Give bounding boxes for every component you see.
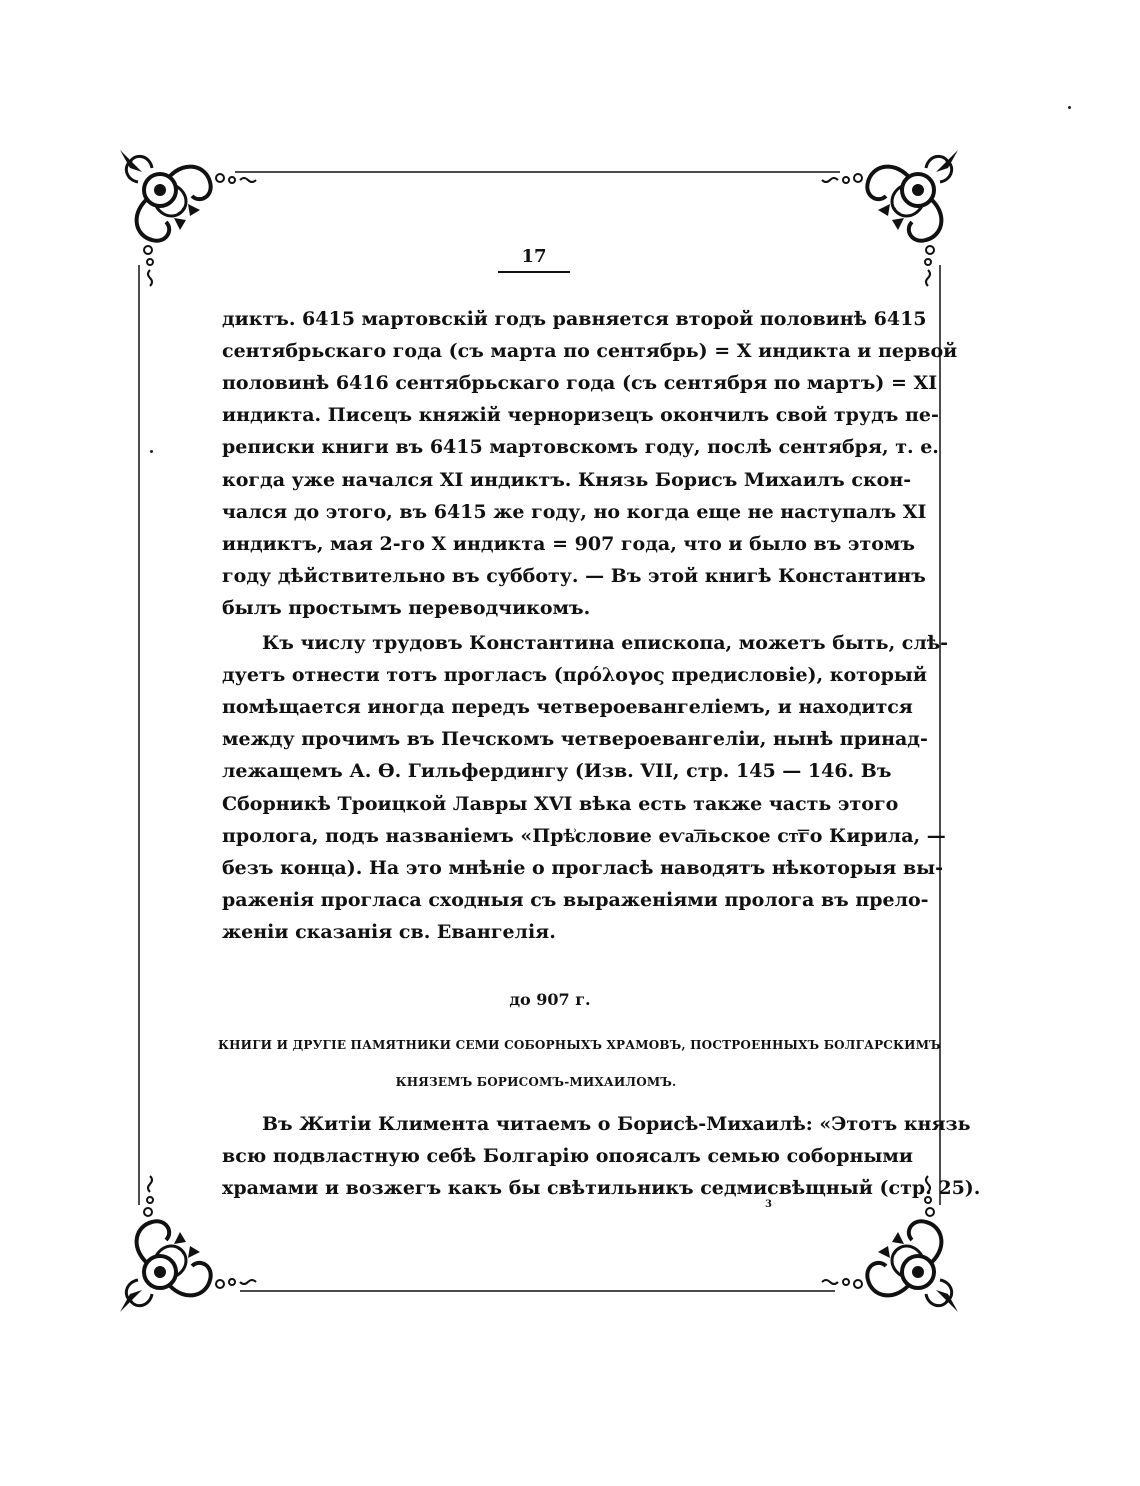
text-line: Къ числу трудовъ Константина епископа, можетъ быть, слѣ- [262,632,949,654]
text-line: индикта. Писецъ княжій черноризецъ окончилъ свой трудъ пе- [222,404,939,427]
text-line: индиктъ, мая 2-го X индикта = 907 года, что и было въ этомъ [222,532,915,555]
text-line: половинѣ 6416 сентябрьскаго года (съ сентября по мартъ) = XI [222,372,938,395]
page-number: 17 [498,246,570,273]
text-line: чался до этого, въ 6415 же году, но когда еще не наступалъ XI [222,500,927,523]
text-line: помѣщается иногда передъ четвероевангеліемъ, и находится [222,696,913,719]
text-line: Сборникѣ Троицкой Лавры XVI вѣка есть также часть этого [222,792,899,815]
text-line: между прочимъ въ Печскомъ четвероевангеліи, нынѣ принад- [222,728,928,751]
text-line: дуетъ отнести тотъ прогласъ (πρόλογος предисловіе), который [222,664,928,687]
text-line: лежащемъ А. Ѳ. Гильфердингу (Изв. VII, стр. 145 — 146. Въ [222,760,892,783]
text-line: раженія прогласа сходныя съ выраженіями пролога въ прело- [222,888,929,911]
speck [150,450,153,453]
text-line: когда уже начался XI индиктъ. Князь Борисъ Михаилъ скон- [222,468,912,491]
section-date: до 907 г. [509,990,591,1009]
corner-ornament-top-left [120,150,256,286]
text-line: сентябрьскаго года (съ марта по сентябрь) = X индикта и первой [222,340,958,363]
text-line: всю подвластную себѣ Болгарію опоясалъ семью соборными [222,1145,914,1168]
text-line: безъ конца). На это мнѣніе о прогласѣ наводятъ нѣкоторыя вы- [222,856,944,879]
section-title-line-1: КНИГИ И ДРУГІЕ ПАМЯТНИКИ СЕМИ СОБОРНЫХЪ ХРАМОВЪ, ПОСТРОЕННЫХЪ БОЛГАРСКИМЪ [218,1038,941,1052]
section-title-line-2: КНЯЗЕМЪ БОРИСОМЪ-МИХАИЛОМЪ. [395,1075,677,1089]
text-line: Въ Житіи Климента читаемъ о Борисѣ-Михаилѣ: «Этотъ князь [262,1113,971,1135]
speck [1068,106,1071,109]
text-line: реписки книги въ 6415 мартовскомъ году, послѣ сентября, т. е. [222,436,939,459]
text-line: диктъ. 6415 мартовскій годъ равняется второй половинѣ 6415 [222,308,927,330]
text-line: былъ простымъ переводчикомъ. [222,596,591,619]
corner-ornament-top-right [822,150,958,286]
text-line: храмами и возжегъ какъ бы свѣтильникъ седмисвѣщный (стр. 25). [222,1177,981,1200]
text-line: пролога, подъ названіемъ «Прѣ͗словие еѵа͞льское ст͞го Кирила, — [222,824,946,847]
text-line: женіи сказанія св. Евангелія. [222,920,556,943]
text-line: году дѣйствительно въ субботу. — Въ этой книгѣ Константинъ [222,564,926,587]
signature-mark: 3 [765,1199,772,1210]
